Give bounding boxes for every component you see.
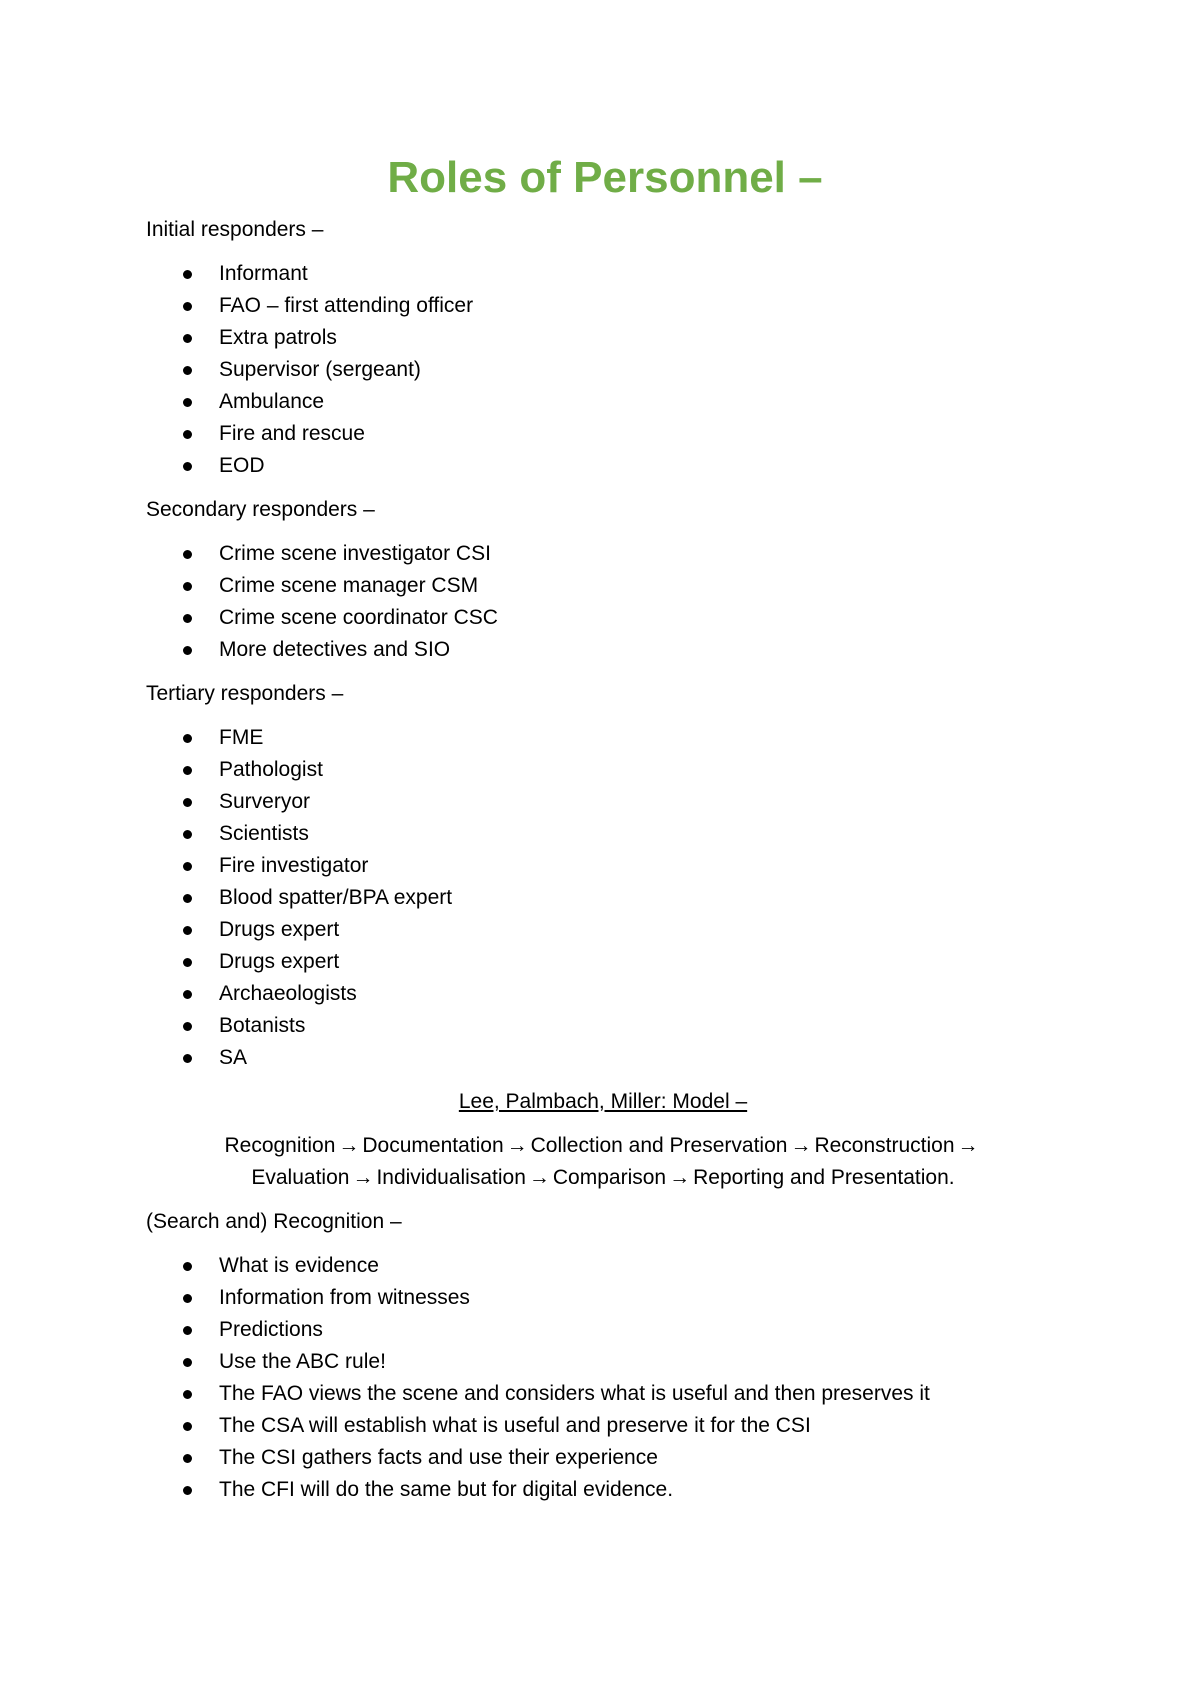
list-item: Blood spatter/BPA expert: [146, 882, 1046, 914]
list-item: FAO – first attending officer: [146, 290, 1046, 322]
list-item: The CFI will do the same but for digital evidence.: [146, 1474, 1046, 1506]
list-item: The CSI gathers facts and use their experience: [146, 1442, 1046, 1474]
bullet-icon: [183, 1262, 192, 1271]
list-item: What is evidence: [146, 1250, 1046, 1282]
list-item: The CSA will establish what is useful and preserve it for the CSI: [146, 1410, 1046, 1442]
list-item: Pathologist: [146, 754, 1046, 786]
list-item: Crime scene manager CSM: [146, 570, 1046, 602]
document-title: Roles of Personnel –: [387, 153, 823, 202]
bullet-icon: [183, 990, 192, 999]
bullet-icon: [183, 958, 192, 967]
bullet-icon: [183, 366, 192, 375]
arrow-right-icon: →: [957, 1134, 979, 1157]
document-page: [146, 150, 1046, 1518]
list-item: Drugs expert: [146, 914, 1046, 946]
model-step: Documentation: [362, 1134, 504, 1157]
bullet-icon: [183, 302, 192, 311]
bullet-icon: [183, 462, 192, 471]
bullet-icon: [183, 646, 192, 655]
model-step: Recognition: [224, 1134, 336, 1157]
model-flow: [146, 1130, 1046, 1194]
list-item: Fire and rescue: [146, 418, 1046, 450]
bullet-icon: [183, 798, 192, 807]
model-step: Reporting and Presentation.: [693, 1166, 955, 1189]
list-item: FME: [146, 722, 1046, 754]
arrow-right-icon: →: [669, 1166, 691, 1189]
list-item: Information from witnesses: [146, 1282, 1046, 1314]
secondary-responders-heading: Secondary responders –: [146, 498, 375, 521]
recognition-heading: (Search and) Recognition –: [146, 1210, 402, 1233]
bullet-icon: [183, 1422, 192, 1431]
list-item: EOD: [146, 450, 1046, 482]
arrow-right-icon: →: [506, 1134, 528, 1157]
initial-responders-list: [146, 258, 1046, 482]
bullet-icon: [183, 582, 192, 591]
list-item: Crime scene coordinator CSC: [146, 602, 1046, 634]
model-step: Comparison: [552, 1166, 667, 1189]
list-item: Botanists: [146, 1010, 1046, 1042]
model-flow-line-2: [160, 1162, 1046, 1194]
model-heading: Lee, Palmbach, Miller: Model –: [458, 1090, 748, 1113]
model-step: Reconstruction: [814, 1134, 955, 1157]
list-item: Surveryor: [146, 786, 1046, 818]
bullet-icon: [183, 1294, 192, 1303]
bullet-icon: [183, 398, 192, 407]
bullet-icon: [183, 734, 192, 743]
bullet-icon: [183, 894, 192, 903]
bullet-icon: [183, 1022, 192, 1031]
recognition-list: [146, 1250, 1046, 1506]
bullet-icon: [183, 1326, 192, 1335]
list-item: Use the ABC rule!: [146, 1346, 1046, 1378]
bullet-icon: [183, 614, 192, 623]
bullet-icon: [183, 1054, 192, 1063]
initial-responders-heading: Initial responders –: [146, 218, 324, 241]
bullet-icon: [183, 1390, 192, 1399]
model-flow-line-1: [160, 1130, 1046, 1162]
bullet-icon: [183, 862, 192, 871]
list-item: More detectives and SIO: [146, 634, 1046, 666]
bullet-icon: [183, 766, 192, 775]
list-item: Predictions: [146, 1314, 1046, 1346]
list-item: Drugs expert: [146, 946, 1046, 978]
list-item: Crime scene investigator CSI: [146, 538, 1046, 570]
tertiary-responders-list: [146, 722, 1046, 1074]
arrow-right-icon: →: [338, 1134, 360, 1157]
arrow-right-icon: →: [528, 1166, 550, 1189]
bullet-icon: [183, 550, 192, 559]
tertiary-responders-heading: Tertiary responders –: [146, 682, 344, 705]
list-item: Scientists: [146, 818, 1046, 850]
bullet-icon: [183, 830, 192, 839]
list-item: Archaeologists: [146, 978, 1046, 1010]
list-item: Fire investigator: [146, 850, 1046, 882]
model-step: Individualisation: [376, 1166, 526, 1189]
bullet-icon: [183, 430, 192, 439]
list-item: Extra patrols: [146, 322, 1046, 354]
bullet-icon: [183, 1486, 192, 1495]
list-item: Informant: [146, 258, 1046, 290]
list-item: Ambulance: [146, 386, 1046, 418]
bullet-icon: [183, 334, 192, 343]
bullet-icon: [183, 1454, 192, 1463]
arrow-right-icon: →: [790, 1134, 812, 1157]
bullet-icon: [183, 270, 192, 279]
bullet-icon: [183, 1358, 192, 1367]
bullet-icon: [183, 926, 192, 935]
model-step: Evaluation: [251, 1166, 350, 1189]
list-item: Supervisor (sergeant): [146, 354, 1046, 386]
model-step: Collection and Preservation: [530, 1134, 788, 1157]
arrow-right-icon: →: [352, 1166, 374, 1189]
list-item: SA: [146, 1042, 1046, 1074]
list-item: The FAO views the scene and considers what is useful and then preserves it: [146, 1378, 1046, 1410]
secondary-responders-list: [146, 538, 1046, 666]
